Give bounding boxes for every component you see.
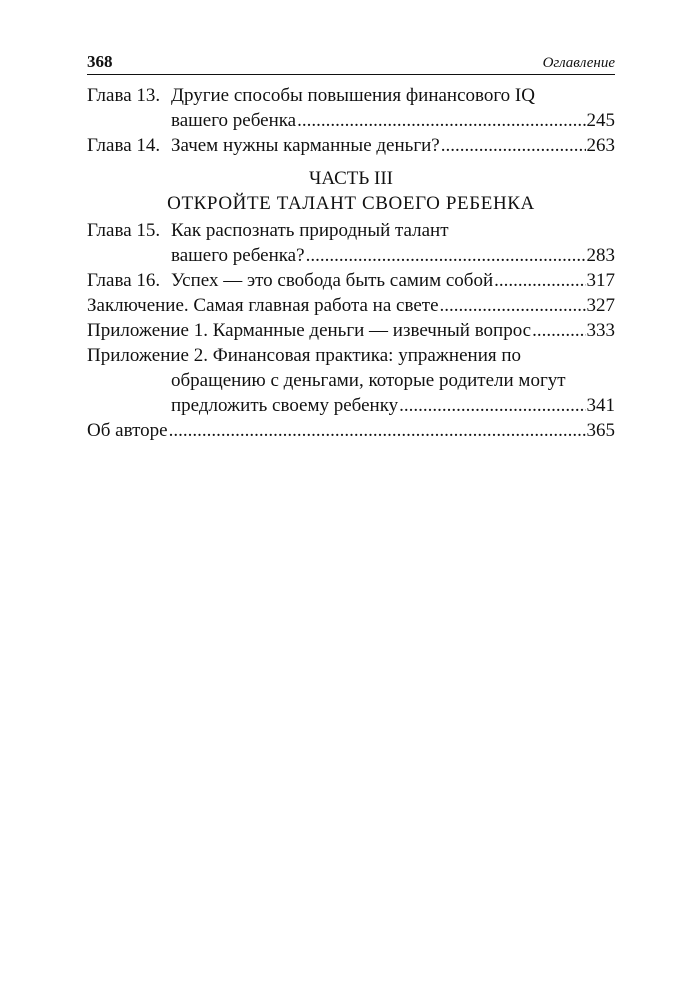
toc-entry-appendix-1[interactable]: [87, 318, 615, 343]
toc-entry-page: 333: [586, 320, 615, 341]
dot-leader: [169, 418, 586, 443]
dot-leader: [440, 293, 586, 318]
toc-entry-title-line: Заключение. Самая главная работа на свете: [87, 295, 439, 316]
toc-entry-page: 283: [586, 245, 615, 266]
toc-entry-prefix: Глава 14.: [87, 135, 161, 156]
toc-entry-title-line: Зачем нужны карманные деньги?: [171, 135, 440, 156]
toc-entry-page: 263: [586, 135, 615, 156]
part-heading: [87, 166, 615, 216]
toc-page: [87, 52, 615, 443]
toc-entry-title-line: предложить своему ребенку: [171, 395, 399, 416]
toc-entry-chapter-16[interactable]: [87, 268, 615, 293]
toc-entry-page: 317: [586, 270, 615, 291]
toc-entry-title-line: Об авторе: [87, 420, 168, 441]
toc-entry-about-author[interactable]: [87, 418, 615, 443]
toc-entry-title-line: Как распознать природный талант: [171, 220, 449, 241]
toc-entry-title-line: Приложение 1. Карманные деньги — извечный вопрос: [87, 320, 532, 341]
toc-entry-title-line: Успех — это свобода быть самим собой: [171, 270, 494, 291]
dot-leader: [399, 393, 585, 418]
toc-entry-chapter-14[interactable]: [87, 133, 615, 158]
toc-entry-prefix: Глава 16.: [87, 270, 161, 291]
table-of-contents: [87, 83, 615, 443]
dot-leader: [297, 108, 585, 133]
toc-entry-title-line: Другие способы повышения финансового IQ: [171, 85, 535, 106]
part-label: ЧАСТЬ III: [308, 168, 394, 189]
toc-entry-chapter-13[interactable]: [87, 83, 615, 133]
toc-entry-title-line: вашего ребенка: [171, 110, 297, 131]
toc-entry-prefix: Глава 13.: [87, 85, 161, 106]
toc-entry-chapter-15[interactable]: [87, 218, 615, 268]
toc-entry-appendix-2[interactable]: [87, 343, 615, 418]
toc-entry-page: 341: [586, 395, 615, 416]
toc-entry-page: 327: [586, 295, 615, 316]
page-header: [87, 52, 615, 75]
dot-leader: [441, 133, 586, 158]
page-number: 368: [87, 52, 113, 71]
toc-entry-page: 365: [586, 420, 615, 441]
toc-entry-conclusion[interactable]: [87, 293, 615, 318]
toc-entry-title-line: Приложение 2. Финансовая практика: упражнения по: [87, 345, 522, 366]
toc-entry-prefix: Глава 15.: [87, 220, 161, 241]
running-title: Оглавление: [542, 55, 615, 71]
dot-leader: [494, 268, 585, 293]
toc-entry-title-line: вашего ребенка?: [171, 245, 305, 266]
toc-entry-title-line: обращению с деньгами, которые родители могут: [171, 370, 566, 391]
dot-leader: [532, 318, 585, 343]
dot-leader: [306, 243, 586, 268]
part-title: ОТКРОЙТЕ ТАЛАНТ СВОЕГО РЕБЕНКА: [167, 193, 535, 214]
toc-entry-page: 245: [586, 110, 615, 131]
